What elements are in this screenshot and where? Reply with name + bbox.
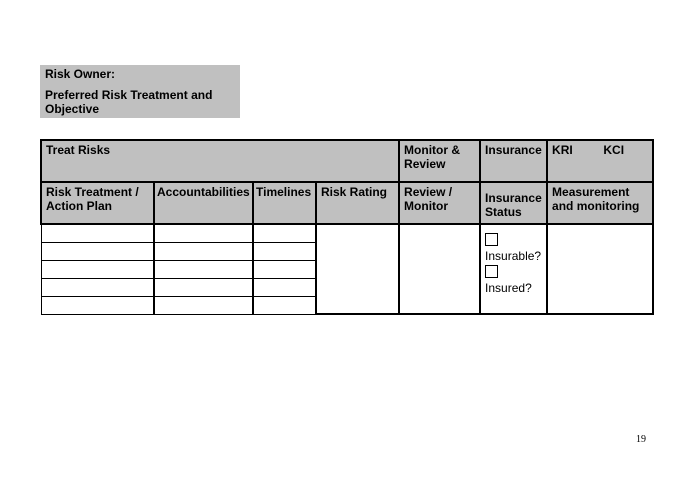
treat-risks-header: Treat Risks <box>41 140 399 182</box>
accountabilities-cell[interactable] <box>154 260 253 278</box>
timelines-cell[interactable] <box>253 224 316 242</box>
risk-rating-header: Risk Rating <box>316 182 399 224</box>
risk-rating-cell[interactable] <box>316 224 399 314</box>
preferred-treatment-label: Preferred Risk Treatment and Objective <box>45 88 213 116</box>
measurement-cell[interactable] <box>547 224 653 314</box>
insured-label: Insured? <box>485 281 532 295</box>
timelines-cell[interactable] <box>253 296 316 314</box>
timelines-cell[interactable] <box>253 242 316 260</box>
insurance-status-header <box>480 182 547 224</box>
accountabilities-cell[interactable] <box>154 278 253 296</box>
page-number: 19 <box>636 434 646 445</box>
risk-treatment-header: Risk Treatment / Action Plan <box>41 182 154 224</box>
header-row-top <box>41 140 653 182</box>
table-row <box>41 224 653 242</box>
review-monitor-header: Review / Monitor <box>399 182 480 224</box>
timelines-cell[interactable] <box>253 260 316 278</box>
risk-treatment-cell[interactable] <box>41 278 154 296</box>
kri-label: KRI <box>552 143 573 157</box>
monitor-review-header: Monitor & Review <box>399 140 480 182</box>
kci-label: KCI <box>603 143 625 157</box>
header-row-sub <box>41 182 653 224</box>
insurance-header: Insurance <box>480 140 547 182</box>
insured-checkbox[interactable] <box>485 265 498 278</box>
insurance-status-cell <box>480 224 547 314</box>
timelines-cell[interactable] <box>253 278 316 296</box>
risk-owner-label: Risk Owner: <box>45 67 116 81</box>
insurance-status-label: Insurance Status <box>485 191 542 219</box>
measurement-header: Measurement and monitoring <box>547 182 653 224</box>
risk-treatment-cell[interactable] <box>41 242 154 260</box>
insurable-checkbox[interactable] <box>485 233 498 246</box>
accountabilities-cell[interactable] <box>154 224 253 242</box>
kri-kci-header <box>547 140 653 182</box>
timelines-header: Timelines <box>253 182 316 224</box>
risk-treatment-cell[interactable] <box>41 260 154 278</box>
review-monitor-cell[interactable] <box>399 224 480 314</box>
accountabilities-cell[interactable] <box>154 242 253 260</box>
accountabilities-header: Accountabilities <box>154 182 253 224</box>
risk-treatment-cell[interactable] <box>41 224 154 242</box>
risk-treatment-table <box>40 139 654 315</box>
risk-treatment-cell[interactable] <box>41 296 154 314</box>
insurable-label: Insurable? <box>485 249 542 263</box>
accountabilities-cell[interactable] <box>154 296 253 314</box>
risk-owner-box <box>40 65 240 118</box>
